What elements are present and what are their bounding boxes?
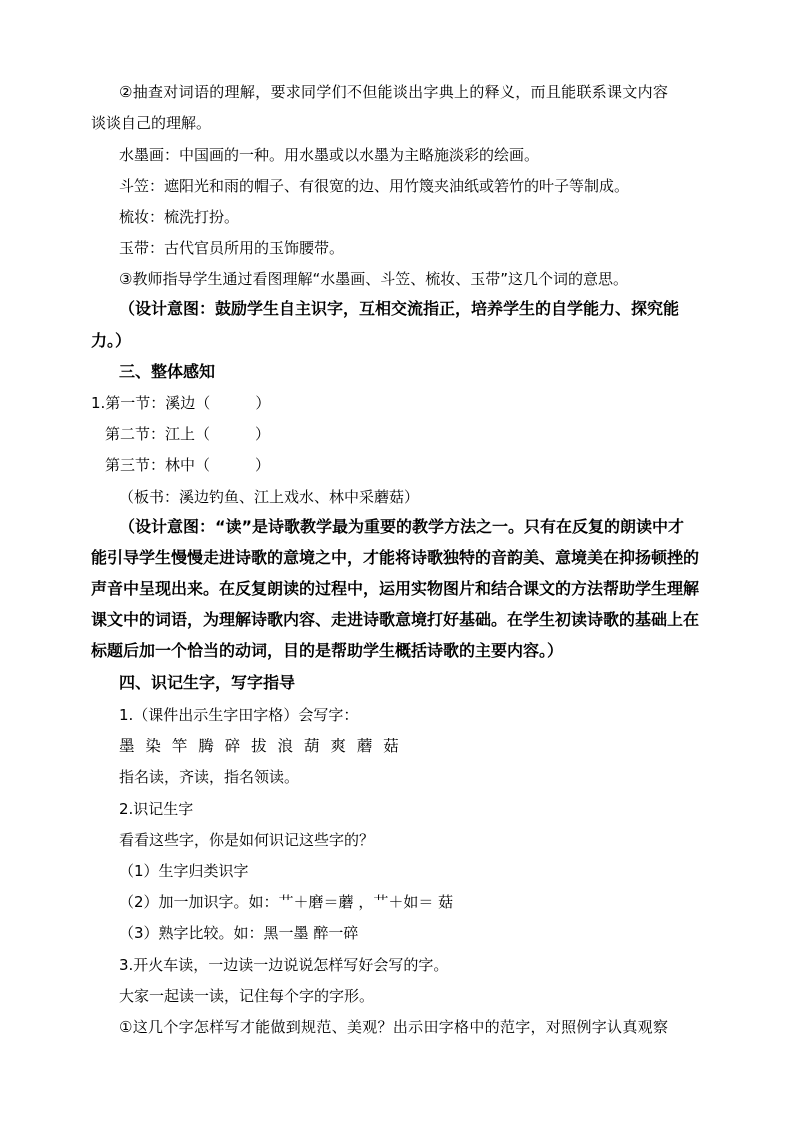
- character-list: 墨 染 竿 腾 碎 拔 浪 葫 爽 蘑 菇: [119, 737, 402, 755]
- text-line: ②抽查对词语的理解，要求同学们不但能谈出字典上的释义，而且能联系课文内容: [119, 83, 669, 101]
- list-item: （1）生字归类识字: [119, 862, 249, 880]
- design-intent-note: （设计意图：鼓励学生自主识字，互相交流指正，培养学生的自学能力、探究能: [119, 299, 680, 318]
- list-item: （3）熟字比较。如：黑一墨 醉一碎: [119, 924, 359, 942]
- design-intent-note: 力。）: [91, 331, 132, 350]
- definition-ink-painting: 水墨画：中国画的一种。用水墨或以水墨为主略施淡彩的绘画。: [119, 146, 540, 164]
- list-item: 第三节：林中（ ）: [105, 456, 271, 474]
- blackboard-note: （板书：溪边钓鱼、江上戏水、林中采蘑菇）: [119, 488, 420, 506]
- definition-bamboo-hat: 斗笠：遮阳光和雨的帽子、有很宽的边、用竹篾夹油纸或箬竹的叶子等制成。: [119, 177, 630, 195]
- text-line: 指名读，齐读，指名领读。: [119, 768, 300, 786]
- list-item: 1.第一节：溪边（ ）: [91, 394, 271, 412]
- list-item: 1.（课件出示生字田字格）会写字：: [119, 706, 359, 724]
- design-intent-note: 声音中呈现出来。在反复朗读的过程中，运用实物图片和结合课文的方法帮助学生理解: [91, 579, 700, 598]
- text-line: ③教师指导学生通过看图理解“水墨画、斗笠、梳妆、玉带”这几个词的意思。: [119, 270, 628, 288]
- list-item: （2）加一加识字。如：艹＋磨＝蘑 ，艹＋如＝ 菇: [119, 893, 454, 911]
- list-item: 2.识记生字: [119, 800, 194, 818]
- list-item: 第二节：江上（ ）: [105, 425, 271, 443]
- definition-dressing: 梳妆：梳洗打扮。: [119, 208, 240, 226]
- design-intent-note: （设计意图：“读”是诗歌教学最为重要的教学方法之一。只有在反复的朗读中才: [119, 517, 685, 536]
- text-line: ①这几个字怎样写才能做到规范、美观？出示田字格中的范字，对照例字认真观察: [119, 1018, 669, 1036]
- section-heading: 三、整体感知: [119, 362, 216, 381]
- text-line: 谈谈自己的理解。: [91, 114, 212, 132]
- text-line: 大家一起读一读，记住每个字的字形。: [119, 987, 375, 1005]
- text-line: 看看这些字，你是如何识记这些字的？: [119, 831, 375, 849]
- list-item: 3.开火车读，一边读一边说说怎样写好会写的字。: [119, 956, 449, 974]
- design-intent-note: 课文中的词语，为理解诗歌内容、走进诗歌意境打好基础。在学生初读诗歌的基础上在: [91, 610, 700, 629]
- section-heading: 四、识记生字，写字指导: [119, 673, 296, 692]
- design-intent-note: 标题后加一个恰当的动词，目的是帮助学生概括诗歌的主要内容。）: [91, 641, 564, 660]
- definition-jade-belt: 玉带：古代官员所用的玉饰腰带。: [119, 239, 345, 257]
- design-intent-note: 能引导学生慢慢走进诗歌的意境之中，才能将诗歌独特的音韵美、意境美在抑扬顿挫的: [91, 548, 700, 567]
